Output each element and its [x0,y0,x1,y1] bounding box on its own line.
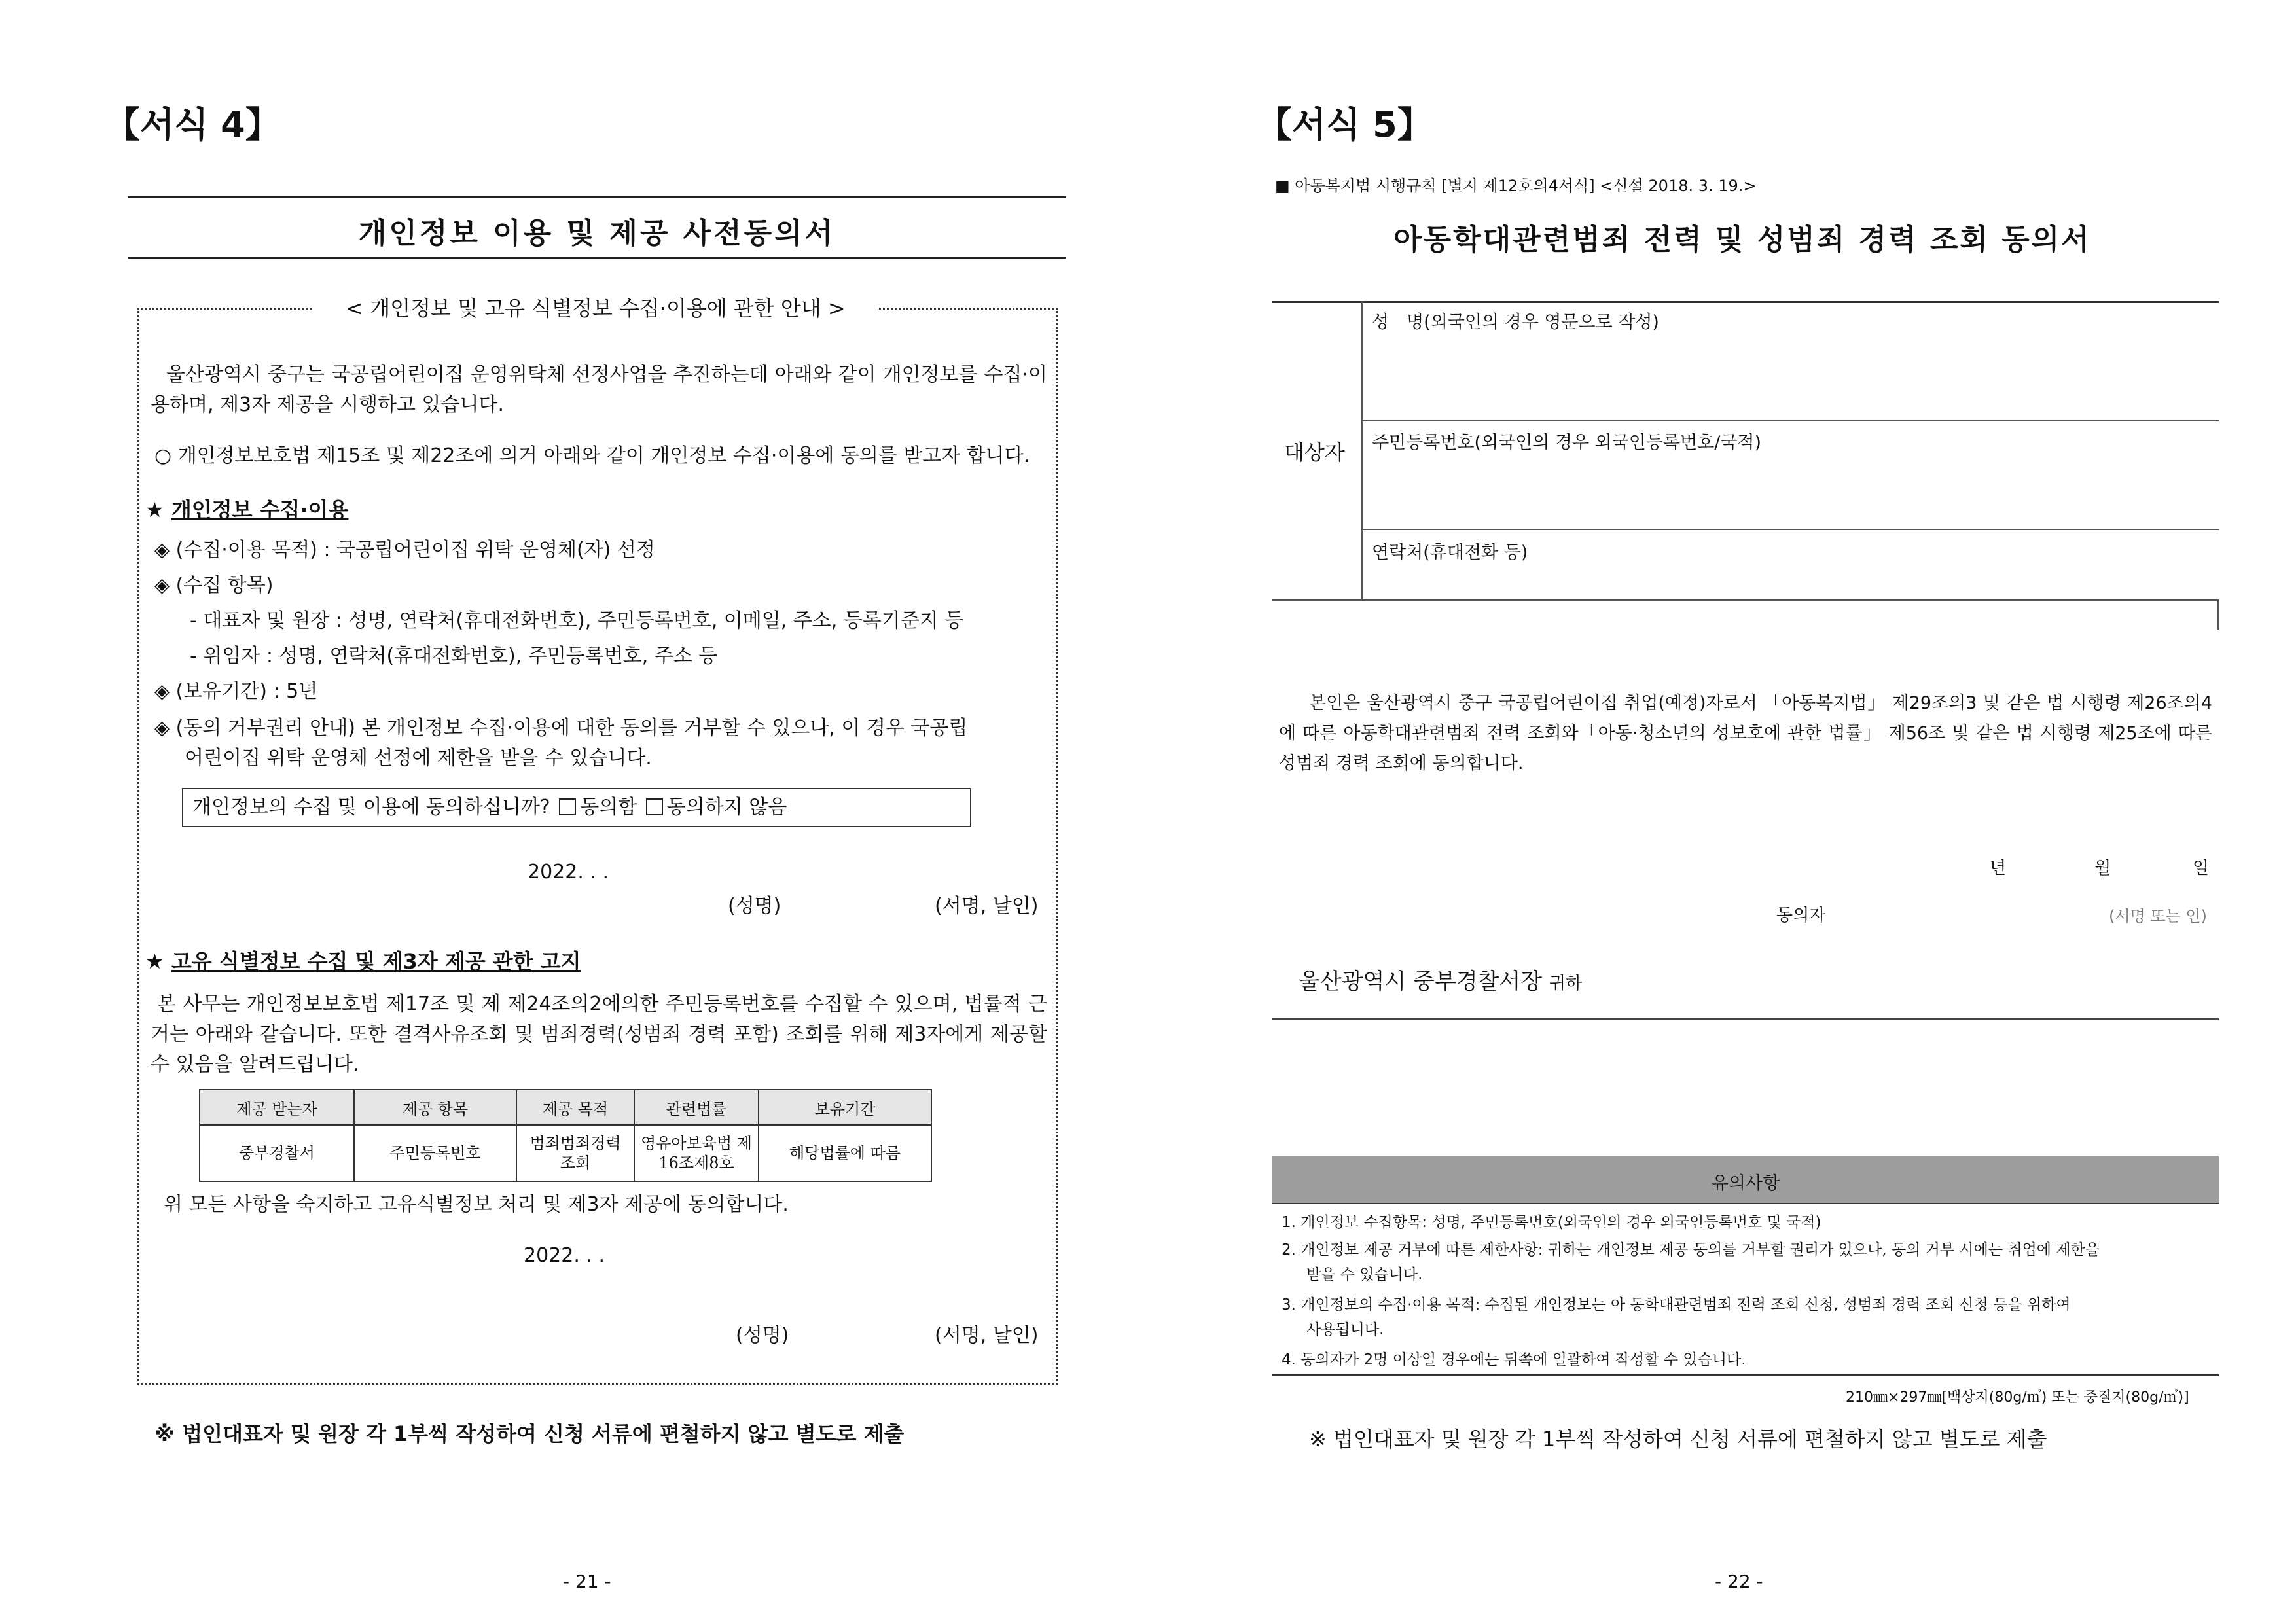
addressee-name: 울산광역시 중부경찰서장 [1299,969,1543,995]
intro-paragraph: 울산광역시 중구는 국공립어린이집 운영위탁체 선정사업을 추진하는데 아래와 같이 개인정보를 수집·이용하며, 제3자 제공을 시행하고 있습니다. [151,363,1047,416]
note-2-cont: 받을 수 있습니다. [1306,1266,1423,1283]
note-4: 4. 동의자가 2명 이상일 경우에는 뒤쪽에 일괄하여 작성할 수 있습니다. [1282,1351,1746,1368]
star-icon: ★ [145,497,164,522]
page-number-21: - 21 - [563,1571,611,1592]
consenter-label: 동의자 [1776,906,1826,925]
subject-table-edge [2217,599,2219,630]
form-tag-4: 【서식 4】 [105,104,281,145]
note-3-cont: 사용됩니다. [1306,1321,1384,1338]
date-day: 일 [2193,859,2210,878]
retention-item: ◈ (보유기간) : 5년 [154,680,318,703]
notes-header-rule [1272,1203,2219,1204]
table-header: 보유기간 [759,1090,931,1125]
field-id-label: 주민등록번호(외국인의 경우 외국인등록번호/국적) [1372,433,1762,453]
addressee-rule [1272,1018,2219,1020]
consent-question-box [182,788,971,827]
section1-title: 개인정보 수집·이용 [171,497,349,522]
date-year: 년 [1990,859,2007,878]
table-cell: 해당법률에 따름 [759,1125,931,1181]
section2-title: 고유 식별정보 수집 및 제3자 제공 관한 고지 [171,949,581,974]
final-consent: 위 모든 사항을 숙지하고 고유식별정보 처리 및 제3자 제공에 동의합니다. [164,1193,789,1216]
items-heading: ◈ (수집 항목) [154,574,274,597]
star-icon: ★ [145,949,164,974]
title-top-rule [128,196,1066,198]
consent-statement: 본인은 울산광역시 중구 국공립어린이집 취업(예정)자로서 「아동복지법」 제29조의3 및 같은 법 시행령 제26조의4에 따른 아동학대관련범죄 전력 조회와「아동·청소년의 성보호에 관한 법률」 제56조 및 같은 법 시행령 제25조에 따른 성범죄 경력 조회에 동의합니다. [1279,693,2212,774]
disagree-checkbox[interactable] [646,798,663,815]
note-2: 2. 개인정보 제공 거부에 따른 제한사항: 귀하는 개인정보 제공 동의를 거부할 권리가 있으나, 동의 거부 시에는 취업에 제한을 [1282,1241,2100,1258]
subject-row-sep-2 [1363,529,2219,530]
agree-checkbox[interactable] [559,798,576,815]
subject-label: 대상자 [1284,440,1345,465]
section1-heading [145,495,348,525]
subject-table-bottom [1272,599,2219,601]
form-tag-5: 【서식 5】 [1257,104,1433,145]
name-label-2: (성명) [736,1324,789,1347]
table-row [200,1125,931,1181]
name-label-1: (성명) [728,895,781,918]
section2-heading [145,946,581,976]
table-header: 제공 받는자 [200,1090,354,1125]
refusal-line-1: ◈ (동의 거부권리 안내) 본 개인정보 수집·이용에 대한 동의를 거부할 수 있으나, 이 경우 국공립 [154,717,968,740]
sign-label-1: (서명, 날인) [935,895,1039,918]
table-header: 관련법률 [634,1090,759,1125]
date-1: 2022. . . [528,861,609,883]
refusal-line-2: 어린이집 위탁 운영체 선정에 제한을 받을 수 있습니다. [185,747,652,770]
footnote-right: ※ 법인대표자 및 원장 각 1부씩 작성하여 신청 서류에 편철하지 않고 별도로 제출 [1309,1427,2047,1452]
field-name-label: 성 명(외국인의 경우 영문으로 작성) [1372,312,1659,332]
law-basis-item: ○ 개인정보보호법 제15조 및 제22조에 의거 아래와 같이 개인정보 수집·이용에 동의를 받고자 합니다. [154,444,1030,467]
consent-question: 개인정보의 수집 및 이용에 동의하십니까? [192,796,550,819]
date-2: 2022. . . [524,1244,605,1267]
notice-paragraph: 본 사무는 개인정보보호법 제17조 및 제 제24조의2에의한 주민등록번호를 수집할 수 있으며, 법률적 근거는 아래와 같습니다. 또한 결격사유조회 및 범죄경력(성범죄 경력 포함) 조회를 위해 제3자에게 제공할수 있음을 알려드립니다. [151,993,1047,1076]
table-header-row [200,1090,931,1125]
table-header: 제공 목적 [516,1090,634,1125]
purpose-item: ◈ (수집·이용 목적) : 국공립어린이집 위탁 운영체(자) 선정 [154,539,655,562]
table-cell: 영유아보육법 제16조제8호 [634,1125,759,1181]
page-title-4: 개인정보 이용 및 제공 사전동의서 [358,217,836,250]
item-delegate: - 위임자 : 성명, 연락처(휴대전화번호), 주민등록번호, 주소 등 [190,645,718,668]
agree-label: 동의함 [580,796,637,819]
page-title-5: 아동학대관련범죄 전력 및 성범죄 경력 조회 동의서 [1393,223,2091,257]
subject-row-sep-1 [1363,420,2219,421]
sign-label-2: (서명, 날인) [935,1324,1039,1347]
guide-heading: < 개인정보 및 고유 식별정보 수집·이용에 관한 안내 > [314,293,877,323]
provision-table [199,1089,932,1182]
title-bottom-rule [128,257,1066,259]
notes-title: 유의사항 [1711,1173,1780,1194]
page-number-22: - 22 - [1715,1571,1763,1592]
paper-spec: 210㎜×297㎜[백상지(80g/㎡) 또는 중질지(80g/㎡)] [1846,1389,2189,1406]
item-representative: - 대표자 및 원장 : 성명, 연락처(휴대전화번호), 주민등록번호, 이메일, 주소, 등록기준지 등 [190,609,964,632]
law-reference: ■ 아동복지법 시행규칙 [별지 제12호의4서식] <신설 2018. 3. 19.> [1275,177,1757,195]
disagree-label: 동의하지 않음 [666,796,787,819]
field-contact-label: 연락처(휴대전화 등) [1372,543,1528,563]
subject-table-divider [1361,301,1363,601]
footnote-left: ※ 법인대표자 및 원장 각 1부씩 작성하여 신청 서류에 편철하지 않고 별도로 제출 [154,1421,905,1446]
table-header: 제공 항목 [354,1090,516,1125]
table-cell: 범죄범죄경력 조회 [516,1125,634,1181]
table-cell: 중부경찰서 [200,1125,354,1181]
addressee-suffix: 귀하 [1549,974,1583,993]
table-cell: 주민등록번호 [354,1125,516,1181]
date-month: 월 [2094,859,2111,878]
note-1: 1. 개인정보 수집항목: 성명, 주민등록번호(외국인의 경우 외국인등록번호 및 국적) [1282,1214,1821,1231]
sign-hint: (서명 또는 인) [2109,907,2207,925]
addressee [1299,963,1582,995]
notes-bottom-rule [1272,1374,2219,1376]
note-3: 3. 개인정보의 수집·이용 목적: 수집된 개인정보는 아 동학대관련범죄 전력 조회 신청, 성범죄 경력 조회 신청 등을 위하여 [1282,1296,2071,1313]
subject-table-top [1272,301,2219,303]
